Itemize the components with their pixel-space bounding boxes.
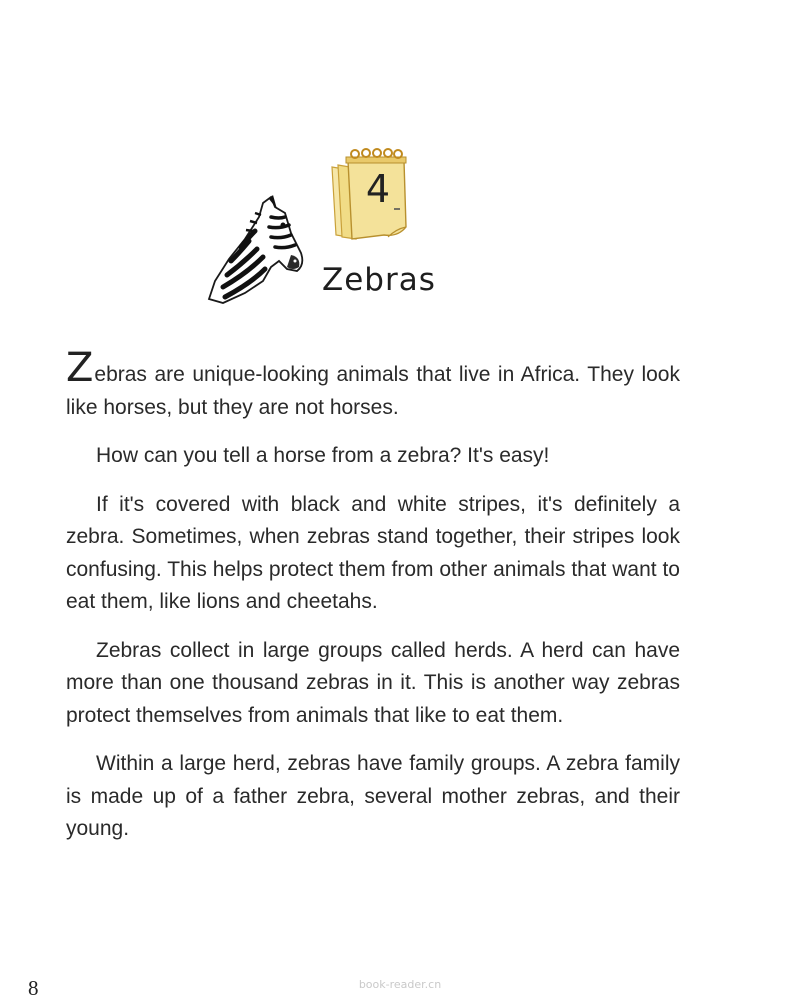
chapter-title: Zebras <box>322 262 436 298</box>
paragraph-2: How can you tell a horse from a zebra? It's easy! <box>96 444 550 467</box>
paragraph-5: Within a large herd, zebras have family groups. A zebra family is made up of a father zebra, several mother zebras, and their young. <box>66 752 680 840</box>
paragraph-3: If it's covered with black and white stripes, it's definitely a zebra. Sometimes, when zebras stand together, their stripes look confusing. This helps protect them from other animals that want to eat them, like lions and cheetahs. <box>66 492 680 613</box>
paragraph-4: Zebras collect in large groups called herds. A herd can have more than one thousand zebras in it. This is another way zebras protect themselves from animals that like to eat them. <box>66 638 680 727</box>
drop-cap: Z <box>66 345 94 391</box>
paragraph-1-text: ebras are unique-looking animals that live in Africa. They look like horses, but they are not horses. <box>66 363 680 419</box>
body-text <box>66 345 680 862</box>
watermark: book-reader.cn <box>358 978 442 991</box>
page-number: 8 <box>28 976 39 1000</box>
paragraph-1 <box>66 345 680 424</box>
chapter-number: 4 <box>365 167 391 211</box>
zebra-head-illustration <box>205 195 310 305</box>
